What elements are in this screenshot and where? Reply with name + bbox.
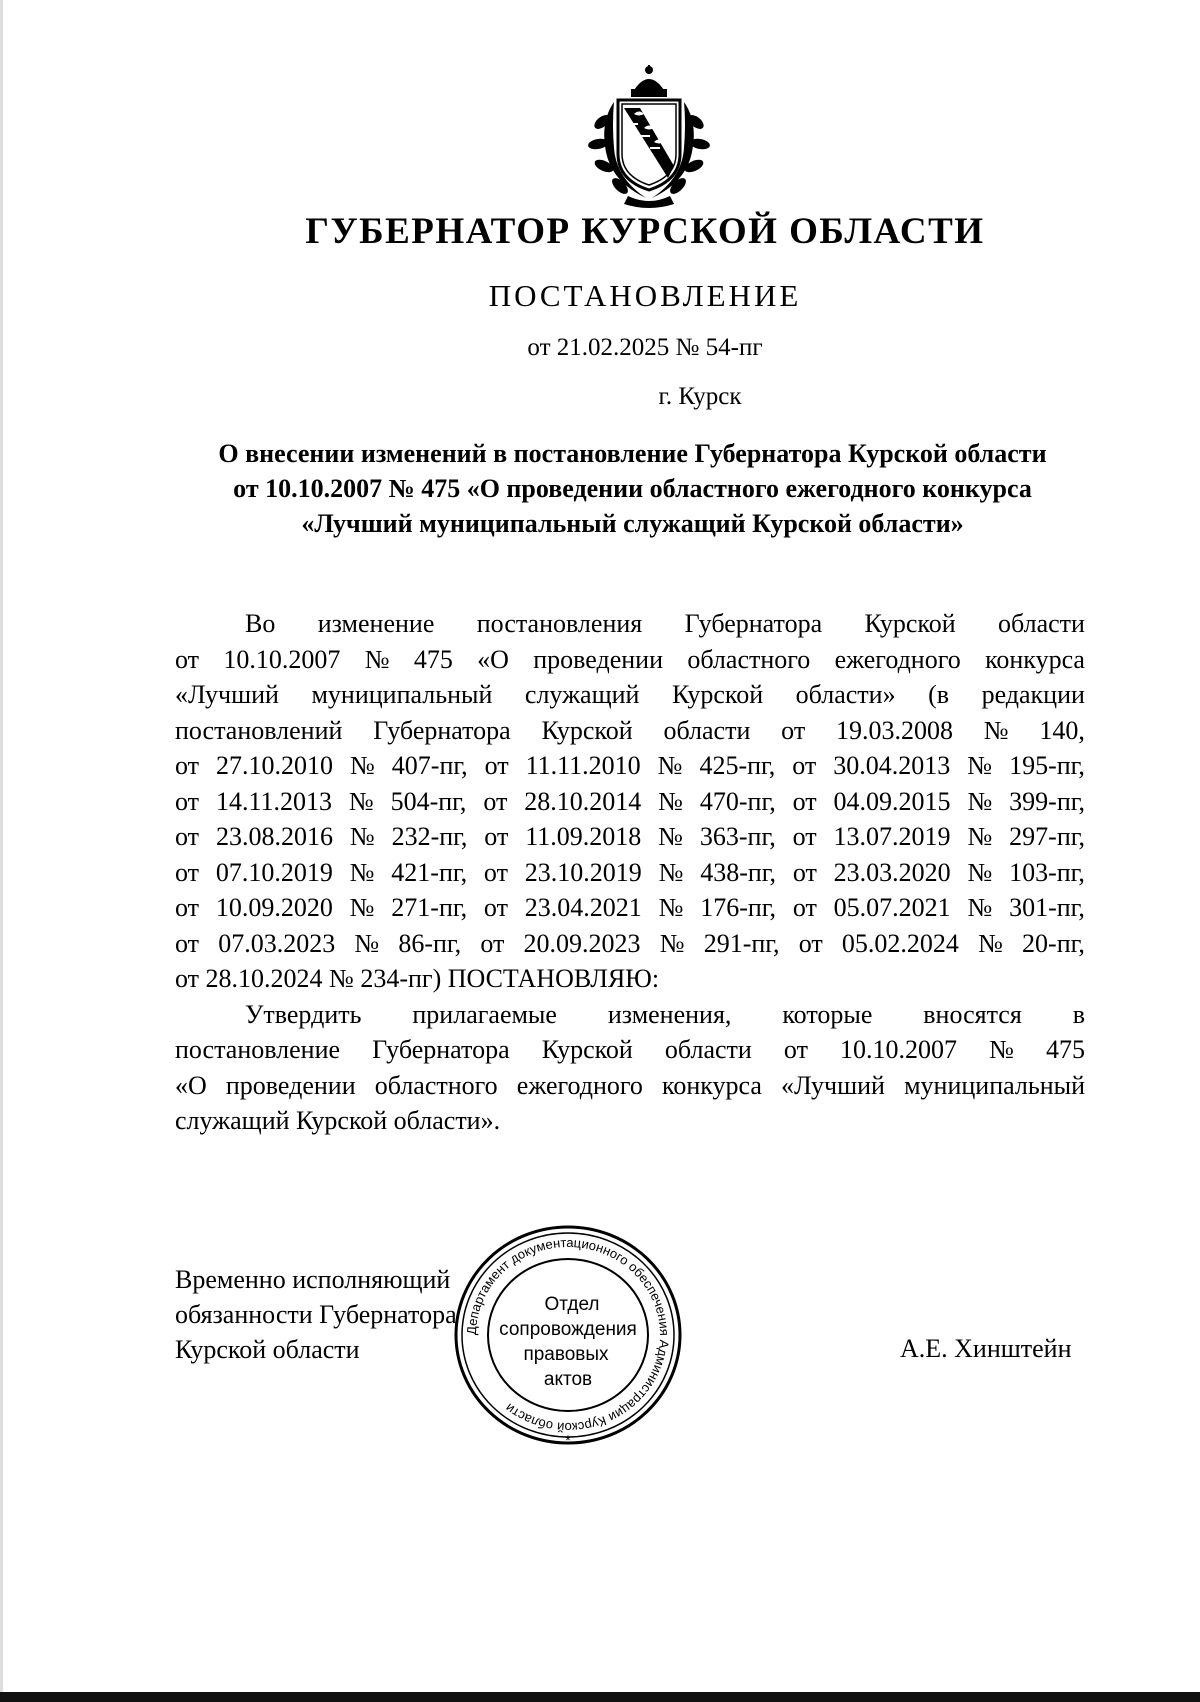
document-subject <box>170 436 1095 541</box>
body-word: № <box>658 857 684 887</box>
body-word: 07.10.2019 <box>215 857 333 887</box>
scan-bottom-border <box>0 1692 1200 1702</box>
body-word: от <box>483 857 508 887</box>
body-line <box>175 606 1085 642</box>
body-line: служащий Курской области». <box>175 1106 501 1135</box>
body-word: 20.09.2023 <box>523 928 641 958</box>
body-word: постановлений <box>175 715 343 745</box>
body-word: прилагаемые <box>412 999 557 1029</box>
body-word: от <box>792 751 817 780</box>
body-line <box>175 713 1085 749</box>
body-word: № <box>967 857 993 887</box>
body-word: области» <box>795 680 896 709</box>
body-word: 438-пг, <box>700 857 776 887</box>
body-word: 291-пг, <box>703 928 780 958</box>
body-word: «О <box>175 1070 207 1100</box>
body-word: от <box>792 857 817 887</box>
body-word: (в <box>928 680 950 709</box>
body-word: Утвердить <box>245 999 362 1029</box>
body-word: изменения, <box>607 999 732 1029</box>
body-word: Во <box>245 609 276 638</box>
subject-line: «Лучший муниципальный служащий Курской области» <box>301 509 964 538</box>
body-word: 363-пг, <box>699 822 776 851</box>
body-word: от <box>175 928 200 958</box>
body-word: 30.04.2013 <box>833 751 951 780</box>
body-word: проведении <box>225 1070 356 1100</box>
body-word: № <box>349 893 375 922</box>
body-word: № <box>658 786 683 816</box>
body-word: 407-пг, <box>391 751 468 780</box>
round-seal-stamp <box>448 1220 688 1450</box>
body-word: «Лучший <box>175 680 279 709</box>
body-word: 399-пг, <box>1009 786 1085 816</box>
body-word: 19.03.2008 <box>836 715 953 745</box>
body-word: Курской <box>541 1035 633 1064</box>
body-word: от <box>175 751 200 780</box>
body-word: от <box>484 751 509 780</box>
body-word: конкурса <box>662 1070 762 1100</box>
body-word: № <box>349 822 375 851</box>
seal-center-line: актов <box>543 1369 593 1390</box>
body-word: № <box>658 893 684 922</box>
body-word: 470-пг, <box>699 786 776 816</box>
body-word: Курской <box>671 680 764 709</box>
body-word: № <box>983 715 1009 745</box>
body-word: Курской <box>541 715 633 745</box>
body-word: 13.07.2019 <box>833 822 951 851</box>
svg-text:*: * <box>565 1432 571 1448</box>
body-word: 07.03.2023 <box>218 928 336 958</box>
body-word: 05.02.2024 <box>841 928 959 958</box>
signatory-position-line: Курской области <box>175 1335 360 1364</box>
body-word: 10.10.2007 <box>840 1035 958 1064</box>
body-word: ежегодного <box>516 1070 643 1100</box>
body-word: области <box>663 715 751 745</box>
seal-ring-text: Департамент документационного обеспечения Администрации Курской области <box>463 1234 673 1436</box>
body-line <box>175 1068 1085 1104</box>
body-word: от <box>483 786 508 816</box>
body-word: от <box>484 822 509 851</box>
body-word: 297-пг, <box>1009 822 1085 851</box>
body-word: областного <box>374 1070 498 1100</box>
body-word: 14.11.2013 <box>215 786 332 816</box>
body-word: № <box>659 928 685 958</box>
body-word: от <box>175 644 200 674</box>
body-word: от <box>798 928 823 958</box>
body-word: областного <box>687 644 811 674</box>
body-word: 103-пг, <box>1009 857 1085 887</box>
body-word: муниципальный <box>311 680 493 709</box>
body-word: № <box>967 751 993 780</box>
body-word: от <box>175 822 200 851</box>
body-word: постановления <box>476 609 643 638</box>
body-word: 23.04.2021 <box>524 893 642 922</box>
document-body <box>175 606 1085 1139</box>
body-line: от 28.10.2024 № 234-пг) ПОСТАНОВЛЯЮ: <box>175 964 660 993</box>
body-word: от <box>792 893 817 922</box>
kursk-coat-of-arms-icon <box>578 62 720 208</box>
body-word: Губернатора <box>373 715 511 745</box>
body-word: 421-пг, <box>391 857 468 887</box>
body-word: области <box>998 609 1085 638</box>
subject-line: О внесении изменений в постановление Губернатора Курской области <box>218 439 1047 468</box>
body-word: 425-пг, <box>699 751 776 780</box>
body-word: от <box>792 786 817 816</box>
body-word: 05.07.2021 <box>833 893 951 922</box>
body-word: 232-пг, <box>391 822 468 851</box>
subject-line: от 10.10.2007 № 475 «О проведении областного ежегодного конкурса <box>233 474 1032 503</box>
body-word: вносятся <box>923 999 1022 1029</box>
signatory-name: А.Е. Хинштейн <box>900 1334 1072 1363</box>
body-word: 301-пг, <box>1009 893 1085 922</box>
body-word: № <box>658 822 683 851</box>
body-word: 23.10.2019 <box>524 857 642 887</box>
body-word: муниципальный <box>904 1070 1085 1100</box>
body-word: 475 <box>413 644 453 674</box>
body-line <box>175 748 1085 784</box>
body-line <box>175 819 1085 855</box>
body-word: «Лучший <box>781 1070 885 1100</box>
body-line <box>175 642 1085 678</box>
signatory-position <box>175 1262 457 1367</box>
body-word: 140, <box>1039 715 1085 745</box>
issuer-title: ГУБЕРНАТОР КУРСКОЙ ОБЛАСТИ <box>305 211 985 252</box>
document-type: ПОСТАНОВЛЕНИЕ <box>488 278 802 313</box>
body-word: от <box>175 893 200 922</box>
body-word: № <box>349 857 375 887</box>
document-date-number: от 21.02.2025 № 54-пг <box>527 334 763 361</box>
body-word: № <box>978 928 1003 958</box>
signatory-position-line: Временно исполняющий <box>175 1265 451 1294</box>
body-word: 271-пг, <box>391 893 468 922</box>
body-word: от <box>792 822 817 851</box>
body-word: от <box>781 715 806 745</box>
body-word: «О <box>477 644 509 674</box>
body-word: 86-пг, <box>398 928 462 958</box>
body-word: 27.10.2010 <box>216 751 334 780</box>
body-word: № <box>989 1035 1014 1064</box>
body-word: от <box>783 1035 808 1064</box>
body-word: 195-пг, <box>1009 751 1085 780</box>
body-word: Губернатора <box>684 609 823 638</box>
body-line <box>175 890 1085 926</box>
body-word: 11.09.2018 <box>525 822 642 851</box>
body-word: № <box>967 822 993 851</box>
body-line <box>175 926 1085 962</box>
body-word: конкурса <box>985 644 1085 674</box>
body-word: 10.10.2007 <box>223 644 341 674</box>
body-word: 504-пг, <box>390 786 467 816</box>
body-word: области <box>664 1035 752 1064</box>
seal-center-line: правовых <box>523 1344 609 1365</box>
signatory-position-line: обязанности Губернатора <box>175 1300 457 1329</box>
body-word: 10.09.2020 <box>215 893 333 922</box>
seal-center-line: сопровождения <box>499 1319 637 1340</box>
body-word: Губернатора <box>372 1035 510 1064</box>
body-word: № <box>364 644 390 674</box>
body-word: проведении <box>533 644 664 674</box>
body-word: № <box>967 786 993 816</box>
body-word: № <box>967 893 993 922</box>
body-word: 04.09.2015 <box>833 786 951 816</box>
body-word: редакции <box>981 680 1085 709</box>
scan-edge <box>0 0 3 1702</box>
body-word: служащий <box>524 680 640 709</box>
document-city: г. Курск <box>658 383 742 410</box>
body-word: 23.08.2016 <box>215 822 333 851</box>
body-line <box>175 784 1085 820</box>
body-word: 20-пг, <box>1022 928 1085 958</box>
body-word: от <box>175 857 200 887</box>
body-word: № <box>354 928 380 958</box>
body-word: которые <box>782 999 873 1029</box>
body-word: 11.11.2010 <box>525 751 641 780</box>
body-word: Курской <box>864 609 956 638</box>
body-line <box>175 1032 1085 1068</box>
body-word: от <box>480 928 505 958</box>
body-word: в <box>1072 999 1085 1029</box>
body-word: 176-пг, <box>700 893 776 922</box>
body-word: 23.03.2020 <box>833 857 951 887</box>
body-word: № <box>350 751 375 780</box>
body-word: ежегодного <box>834 644 961 674</box>
seal-center-line: Отдел <box>544 1294 600 1315</box>
body-word: от <box>175 786 200 816</box>
body-line <box>175 997 1085 1033</box>
body-word: постановление <box>175 1035 341 1064</box>
body-word: 475 <box>1046 1035 1085 1064</box>
body-word: изменение <box>317 609 435 638</box>
body-line <box>175 855 1085 891</box>
body-line <box>175 677 1085 713</box>
body-word: № <box>348 786 374 816</box>
body-word: от <box>483 893 508 922</box>
body-word: № <box>657 751 683 780</box>
body-word: 28.10.2014 <box>524 786 642 816</box>
